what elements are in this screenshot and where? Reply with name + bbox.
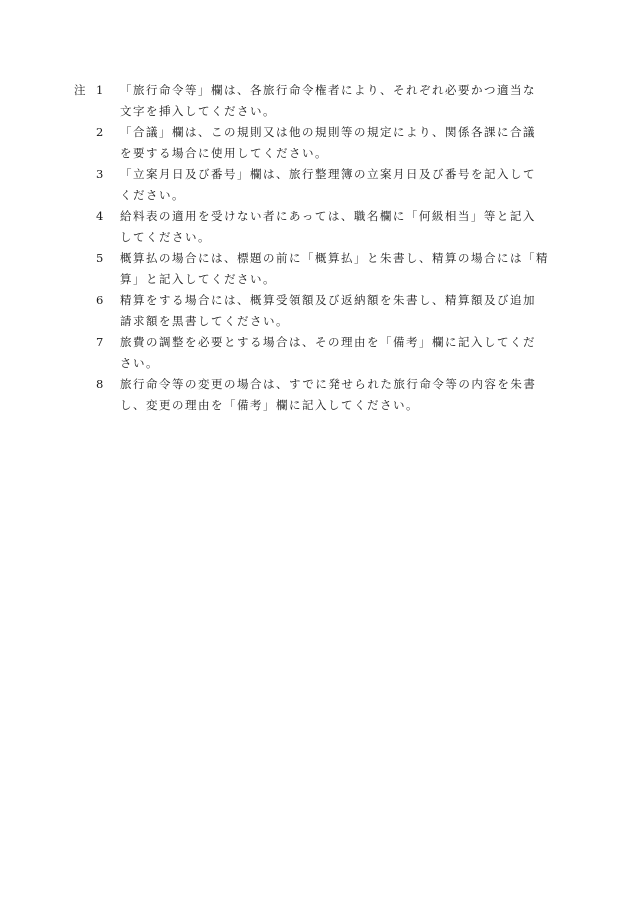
note-line: 精算をする場合には、概算受領額及び返納額を朱書し、精算額及び追加 bbox=[120, 293, 536, 307]
note-item bbox=[74, 164, 564, 206]
note-line: 概算払の場合には、標題の前に「概算払」と朱書し、精算の場合には「精 bbox=[120, 251, 549, 265]
note-number: 4 bbox=[96, 209, 104, 223]
note-line: してください。 bbox=[120, 230, 211, 244]
note-line: 算」と記入してください。 bbox=[120, 272, 276, 286]
note-text bbox=[108, 206, 564, 248]
note-text bbox=[108, 248, 564, 290]
note-item bbox=[74, 248, 564, 290]
note-line: を要する場合に使用してください。 bbox=[120, 146, 328, 160]
note-text bbox=[108, 122, 564, 164]
note-line: 「合議」欄は、この規則又は他の規則等の規定により、関係各課に合議 bbox=[120, 125, 536, 139]
note-item bbox=[74, 332, 564, 374]
note-item bbox=[74, 374, 564, 416]
note-number: 8 bbox=[96, 377, 104, 391]
note-item bbox=[74, 122, 564, 164]
note-number: 5 bbox=[96, 251, 104, 265]
note-line: ください。 bbox=[120, 188, 185, 202]
note-item bbox=[74, 206, 564, 248]
note-line: 「立案月日及び番号」欄は、旅行整理簿の立案月日及び番号を記入して bbox=[120, 167, 536, 181]
note-line: 請求額を黒書してください。 bbox=[120, 314, 289, 328]
note-line: 文字を挿入してください。 bbox=[120, 104, 276, 118]
note-number: 7 bbox=[96, 335, 104, 349]
note-number: 1 bbox=[96, 83, 104, 97]
note-line: 旅行命令等の変更の場合は、すでに発せられた旅行命令等の内容を朱書 bbox=[120, 377, 537, 391]
note-text bbox=[108, 290, 564, 332]
note-line: 給料表の適用を受けない者にあっては、職名欄に「何級相当」等と記入 bbox=[120, 209, 536, 223]
note-line: 旅費の調整を必要とする場合は、その理由を「備考」欄に記入してくだ bbox=[120, 335, 536, 349]
note-line: さい。 bbox=[120, 356, 159, 370]
notes-prefix: 注 bbox=[74, 83, 87, 97]
note-text bbox=[108, 80, 564, 122]
note-line: 「旅行命令等」欄は、各旅行命令権者により、それぞれ必要かつ適当な bbox=[120, 83, 536, 97]
note-number: 2 bbox=[96, 125, 104, 139]
note-number: 6 bbox=[96, 293, 104, 307]
note-text bbox=[108, 374, 564, 416]
note-text bbox=[108, 164, 564, 206]
notes-section bbox=[74, 80, 564, 416]
note-item bbox=[74, 290, 564, 332]
note-text bbox=[108, 332, 564, 374]
note-line: し、変更の理由を「備考」欄に記入してください。 bbox=[120, 398, 419, 412]
note-item bbox=[74, 80, 564, 122]
note-number: 3 bbox=[96, 167, 104, 181]
